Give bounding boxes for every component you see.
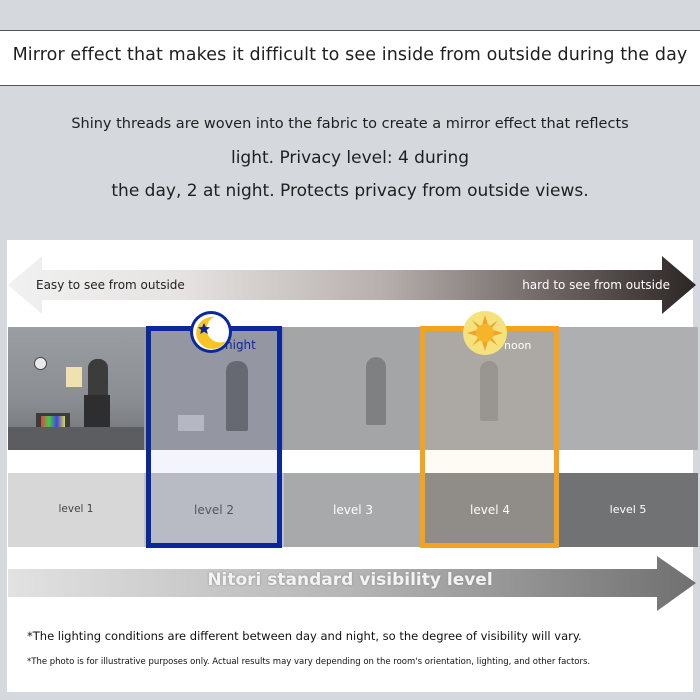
level-1-label: level 1 <box>58 503 94 515</box>
noon-level-frame <box>420 326 559 548</box>
description-line-1: Shiny threads are woven into the fabric to create a mirror effect that reflects <box>71 116 629 132</box>
night-level-frame <box>146 326 282 548</box>
room-photo-level-5 <box>558 327 698 450</box>
sun-icon <box>461 309 509 357</box>
description-line-3: the day, 2 at night. Protects privacy from outside views. <box>111 181 589 201</box>
level-1-cell <box>8 473 144 547</box>
level-5-label: level 5 <box>609 503 647 516</box>
description-line-2: light. Privacy level: 4 during <box>230 148 470 168</box>
hard-to-see-label: hard to see from outside <box>522 278 670 292</box>
easy-to-see-label: Easy to see from outside <box>36 278 185 292</box>
illustrative-note: *The photo is for illustrative purposes only. Actual results may vary depending on the room's orientation, lighting, and other factors. <box>27 657 591 667</box>
noon-label: noon <box>504 339 532 352</box>
page-title: Mirror effect that makes it difficult to see inside from outside during the day <box>12 45 688 65</box>
title-bar <box>0 30 700 86</box>
level-5-cell <box>558 473 698 547</box>
lighting-note: *The lighting conditions are different between day and night, so the degree of visibility will vary. <box>27 629 582 643</box>
level-2-label: level 2 <box>194 503 234 517</box>
level-3-cell <box>284 473 422 547</box>
room-photo-level-1 <box>8 327 144 450</box>
room-photo-level-3 <box>284 327 422 450</box>
night-label: night <box>225 338 256 352</box>
standard-visibility-label: Nitori standard visibility level <box>207 570 493 590</box>
level-4-label: level 4 <box>470 503 510 517</box>
level-3-label: level 3 <box>333 503 373 517</box>
